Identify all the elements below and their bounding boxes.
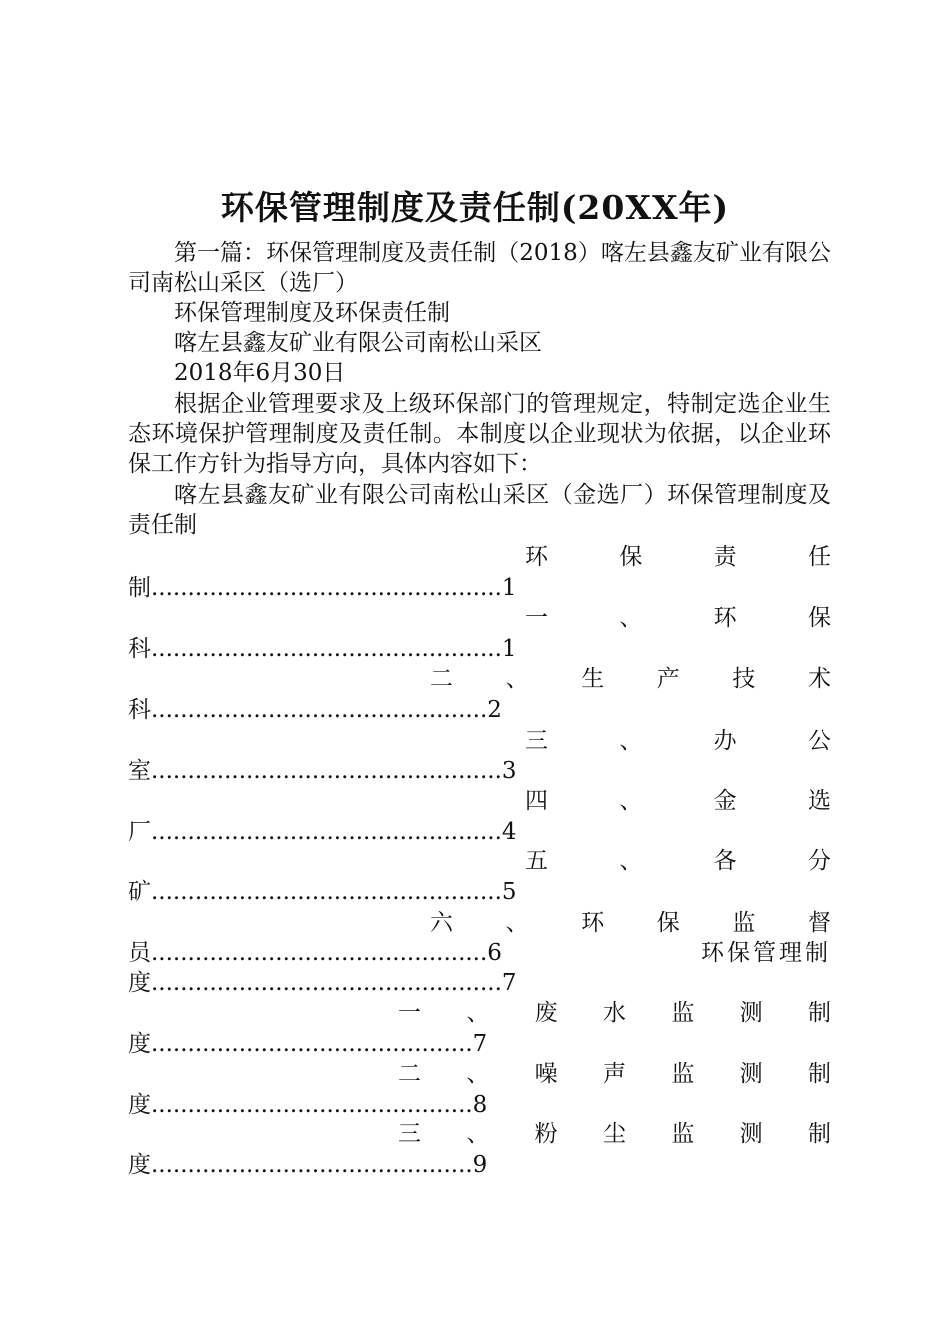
toc-line-6-second: 矿................................................5 xyxy=(128,879,517,905)
toc-line-9-second: 度............................................7 xyxy=(128,1031,488,1057)
subtitle-line: 环保管理制度及环保责任制 xyxy=(174,300,450,326)
toc-line-7-first xyxy=(430,908,831,938)
toc-char: 三 xyxy=(398,1121,421,1147)
toc-char: 测 xyxy=(739,1121,763,1147)
toc-line-2-second: 科................................................1 xyxy=(128,636,517,662)
heading-paragraph: 喀左县鑫友矿业有限公司南松山采区（金选厂）环保管理制度及责任制 xyxy=(128,482,831,538)
company-line: 喀左县鑫友矿业有限公司南松山采区 xyxy=(174,330,542,356)
toc-char: 保 xyxy=(656,910,680,936)
toc-char: 四 xyxy=(525,788,548,814)
toc-char: 一 xyxy=(398,1000,421,1026)
toc-line-8-second: 度................................................7 xyxy=(128,970,517,996)
toc-char: 废 xyxy=(534,1000,558,1026)
toc-char: 尘 xyxy=(602,1121,626,1147)
toc-line-2-first xyxy=(525,603,831,633)
toc-char: 、 xyxy=(505,666,529,692)
toc-char: 、 xyxy=(466,1000,490,1026)
toc-char: 制 xyxy=(807,1121,831,1147)
toc-char: 测 xyxy=(739,1061,763,1087)
toc-char: 责 xyxy=(713,544,737,570)
toc-char: 二 xyxy=(398,1061,421,1087)
toc-line-3-second: 科..............................................2 xyxy=(128,697,502,723)
toc-char: 、 xyxy=(619,848,643,874)
toc-line-4-first xyxy=(525,726,831,756)
toc-char: 测 xyxy=(739,1000,763,1026)
intro-paragraph: 第一篇：环保管理制度及责任制（2018）喀左县鑫友矿业有限公司南松山采区（选厂） xyxy=(128,240,831,296)
toc-char: 选 xyxy=(807,788,831,814)
toc-char: 二 xyxy=(430,666,453,692)
toc-line-5-second: 厂................................................4 xyxy=(128,819,517,845)
toc-line-11-first xyxy=(398,1119,831,1149)
toc-line-1-first xyxy=(525,542,831,572)
toc-char: 、 xyxy=(505,910,529,936)
toc-char: 监 xyxy=(671,1121,695,1147)
toc-char: 制 xyxy=(807,1000,831,1026)
toc-char: 各 xyxy=(713,848,737,874)
toc-line-4-second: 室................................................3 xyxy=(128,758,517,784)
toc-char: 办 xyxy=(713,728,737,754)
toc-line-10-second: 度............................................8 xyxy=(128,1092,488,1118)
toc-char: 技 xyxy=(732,666,756,692)
toc-char: 水 xyxy=(602,1000,626,1026)
toc-char: 分 xyxy=(807,848,831,874)
toc-line-10-first xyxy=(398,1059,831,1089)
toc-char: 、 xyxy=(619,728,643,754)
toc-char: 五 xyxy=(525,848,548,874)
toc-line-11-second: 度............................................9 xyxy=(128,1152,488,1178)
toc-char: 环 xyxy=(713,605,737,631)
toc-char: 督 xyxy=(807,910,831,936)
toc-char: 监 xyxy=(671,1000,695,1026)
toc-char: 金 xyxy=(713,788,737,814)
toc-line-7-tail: 环保管理制 xyxy=(701,940,831,966)
toc-char: 监 xyxy=(671,1061,695,1087)
toc-char: 术 xyxy=(807,666,831,692)
toc-char: 环 xyxy=(581,910,605,936)
toc-char: 声 xyxy=(602,1061,626,1087)
toc-char: 、 xyxy=(466,1061,490,1087)
toc-char: 、 xyxy=(619,605,643,631)
toc-line-3-first xyxy=(430,664,831,694)
toc-line-9-first xyxy=(398,998,831,1028)
toc-char: 粉 xyxy=(534,1121,558,1147)
toc-char: 环 xyxy=(525,544,548,570)
toc-line-1-second: 制................................................1 xyxy=(128,575,517,601)
body-paragraph: 根据企业管理要求及上级环保部门的管理规定，特制定选企业生态环境保护管理制度及责任制。本制度以企业现状为依据，以企业环保工作方针为指导方向，具体内容如下： xyxy=(128,391,831,477)
toc-char: 噪 xyxy=(534,1061,558,1087)
toc-char: 、 xyxy=(466,1121,490,1147)
toc-line-7-second: 员..............................................6 xyxy=(128,940,502,966)
toc-char: 制 xyxy=(807,1061,831,1087)
toc-char: 六 xyxy=(430,910,453,936)
toc-char: 监 xyxy=(732,910,756,936)
toc-char: 一 xyxy=(525,605,548,631)
toc-line-5-first xyxy=(525,786,831,816)
toc-line-6-first xyxy=(525,846,831,876)
toc-char: 三 xyxy=(525,728,548,754)
toc-char: 、 xyxy=(619,788,643,814)
toc-char: 保 xyxy=(619,544,643,570)
date-line: 2018年6月30日 xyxy=(174,360,346,386)
toc-char: 保 xyxy=(807,605,831,631)
toc-char: 公 xyxy=(807,728,831,754)
toc-char: 任 xyxy=(807,544,831,570)
toc-char: 生 xyxy=(581,666,605,692)
toc-char: 产 xyxy=(656,666,680,692)
document-title: 环保管理制度及责任制(20XX年) xyxy=(220,188,730,227)
